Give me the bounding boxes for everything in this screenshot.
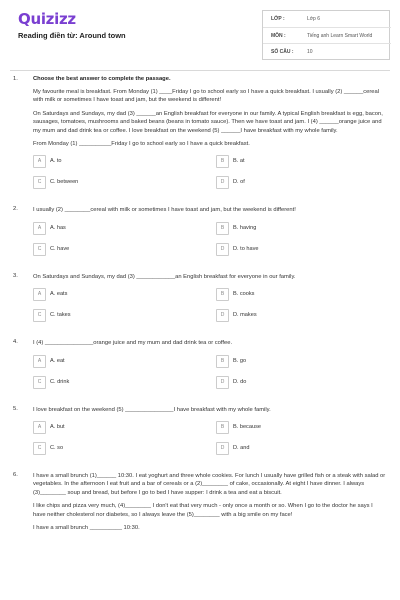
info-value: Lớp 6 bbox=[307, 16, 321, 22]
option-letter-box: D bbox=[216, 376, 229, 389]
answer-options bbox=[33, 222, 386, 262]
option-text: B. having bbox=[233, 224, 257, 231]
option-text: A. eat bbox=[50, 357, 65, 364]
question-number: 2. bbox=[13, 206, 18, 213]
worksheet-title: Reading điền từ: Around town bbox=[18, 31, 126, 40]
question-number: 3. bbox=[13, 272, 18, 279]
option-letter-box: A bbox=[33, 222, 46, 235]
option-text: D. of bbox=[233, 179, 245, 186]
option-text: B. at bbox=[233, 158, 245, 165]
option-text: C. so bbox=[50, 445, 64, 452]
option-letter-box: B bbox=[216, 222, 229, 235]
option-text: C. drink bbox=[50, 378, 70, 385]
answer-options bbox=[33, 288, 386, 328]
option-text: C. have bbox=[50, 245, 70, 252]
question-stem: I usually (2) ________cereal with milk or sometimes I have toast and jam, but the weekend is different! bbox=[33, 207, 296, 214]
option-letter-box: D bbox=[216, 243, 229, 256]
worksheet-header bbox=[0, 0, 400, 70]
option-text: C. between bbox=[50, 179, 79, 186]
option-text: B. because bbox=[233, 424, 261, 431]
passage-paragraph: On Saturdays and Sundays, my dad (3) ______an English breakfast for everyone in our family. A typical English breakfast is egg, bacon, sausages, tomatoes, mushrooms and baked beans (beans in tomato sauce). Then we have toast and jam. I (4) ______orange juice and my mum and dad drink tea or coffee. I love breakfast on the weekend (5) ______I have breakfast with my whole family. bbox=[33, 110, 383, 134]
option-text: D. makes bbox=[233, 312, 257, 319]
passage-paragraph: I like chips and pizza very much, (4)________ I don't eat that very much - only once a month or so. When I go to the doctor he says I have neither cholesterol nor diabetes, so I always leave the (5)________ with a big smile on my face! bbox=[33, 503, 373, 518]
passage-paragraph: I have a small brunch (1)______ 10:30. I eat yoghurt and three whole cookies. For lunch I usually have grilled fish or a steak with salad or vegetables. In the afternoon I eat fruit and a bar of cereals or a (2)________ of cake, occasionally. At eight I have dinner. I always (3)________ soup and bread, but before I go to bed I have supper: I drink a tea and eat a biscuit. bbox=[33, 473, 386, 496]
option-text: B. go bbox=[233, 357, 247, 364]
header-divider bbox=[10, 70, 390, 71]
quizizz-logo: Quizizz bbox=[18, 10, 76, 28]
option-text: A. to bbox=[50, 158, 62, 165]
question-list bbox=[0, 76, 400, 544]
info-label: SỐ CÂU : bbox=[271, 49, 294, 55]
question-instruction: Choose the best answer to complete the passage. bbox=[33, 76, 171, 82]
question-number: 4. bbox=[13, 339, 18, 346]
option-letter-box: B bbox=[216, 288, 229, 301]
info-row-question-count bbox=[263, 44, 391, 60]
option-letter-box: A bbox=[33, 421, 46, 434]
option-letter-box: B bbox=[216, 355, 229, 368]
option-letter-box: D bbox=[216, 309, 229, 322]
question-number: 5. bbox=[13, 405, 18, 412]
answer-options bbox=[33, 155, 386, 195]
info-row-class bbox=[263, 11, 391, 27]
info-row-subject bbox=[263, 28, 391, 44]
question-number: 6. bbox=[13, 472, 18, 479]
question-6 bbox=[0, 472, 400, 532]
option-letter-box: C bbox=[33, 243, 46, 256]
option-text: C. takes bbox=[50, 312, 71, 319]
question-number: 1. bbox=[13, 76, 18, 82]
option-text: A. has bbox=[50, 224, 66, 231]
question-stem: From Monday (1) __________Friday I go to school early so I have a quick breakfast. bbox=[33, 141, 250, 148]
answer-options bbox=[33, 355, 386, 395]
question-stem: On Saturdays and Sundays, my dad (3) ____________an English breakfast for everyone in our family. bbox=[33, 273, 296, 280]
question-stem: I have a small brunch __________ 10:30. bbox=[33, 525, 140, 532]
info-value: Tiếng anh Learn Smart World bbox=[307, 33, 373, 39]
option-letter-box: C bbox=[33, 376, 46, 389]
option-letter-box: C bbox=[33, 442, 46, 455]
option-letter-box: D bbox=[216, 442, 229, 455]
option-text: A. eats bbox=[50, 291, 68, 298]
option-letter-box: A bbox=[33, 355, 46, 368]
option-letter-box: D bbox=[216, 176, 229, 189]
info-value: 10 bbox=[307, 49, 313, 55]
question-1 bbox=[0, 76, 400, 195]
option-letter-box: C bbox=[33, 176, 46, 189]
option-text: A. but bbox=[50, 424, 65, 431]
option-text: B. cooks bbox=[233, 291, 255, 298]
question-2 bbox=[0, 206, 400, 261]
option-letter-box: A bbox=[33, 288, 46, 301]
option-text: D. and bbox=[233, 445, 250, 452]
question-4 bbox=[0, 339, 400, 394]
option-letter-box: A bbox=[33, 155, 46, 168]
worksheet-info-box bbox=[262, 10, 390, 60]
option-letter-box: B bbox=[216, 421, 229, 434]
option-text: D. do bbox=[233, 378, 247, 385]
info-label: MÔN : bbox=[271, 33, 286, 39]
question-3 bbox=[0, 273, 400, 328]
option-letter-box: C bbox=[33, 309, 46, 322]
info-label: LỚP : bbox=[271, 16, 285, 22]
question-5 bbox=[0, 406, 400, 461]
option-letter-box: B bbox=[216, 155, 229, 168]
question-stem: I (4) _______________orange juice and my mum and dad drink tea or coffee. bbox=[33, 340, 233, 347]
question-stem: I love breakfast on the weekend (5) _______________I have breakfast with my whole family. bbox=[33, 406, 271, 413]
option-text: D. to have bbox=[233, 245, 259, 252]
answer-options bbox=[33, 421, 386, 461]
passage-paragraph: My favourite meal is breakfast. From Monday (1) ____Friday I go to school early so I have a quick breakfast. I usually (2) ______cereal with milk or sometimes I have toast and jam, but the weekend is different! bbox=[33, 89, 380, 104]
